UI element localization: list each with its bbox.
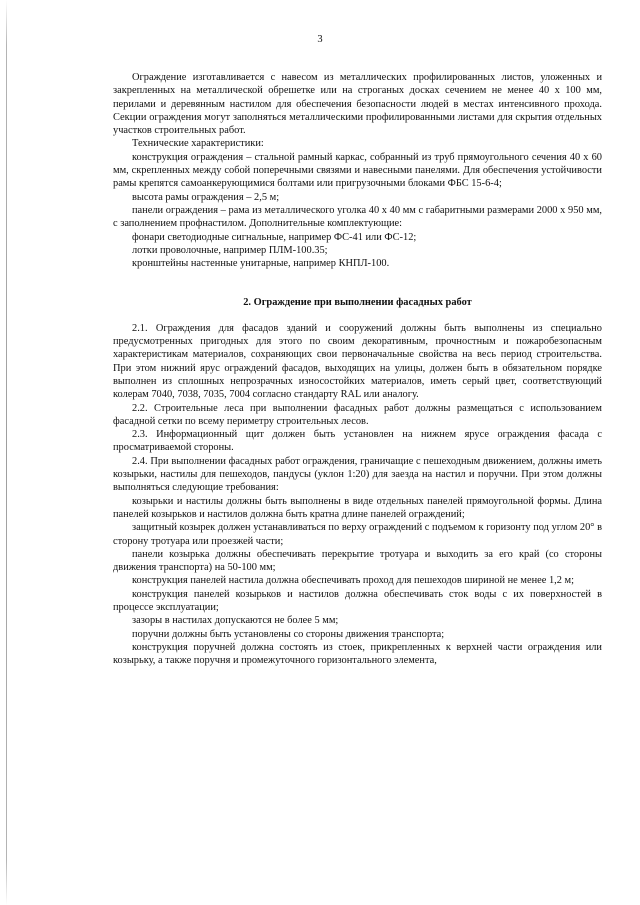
page-binding-edge: [6, 0, 7, 905]
clause-2-3: 2.3. Информационный щит должен быть установлен на нижнем ярусе ограждения фасада с просматриваемой стороны.: [113, 429, 602, 454]
requirement-handrail-construction: конструкция поручней должна состоять из стоек, прикрепленных к верхней части ограждения или козырьку, а также поручня и промежуточного горизонтального элемента,: [113, 641, 602, 667]
section-title: 2. Ограждение при выполнении фасадных работ: [243, 297, 472, 309]
spec-item-construction: конструкция ограждения – стальной рамный каркас, собранный из труб прямоугольного сечения 40 x 60 мм, скрепленных между собой поперечными связями и навесными панелями. Для обеспечения устойчивости рамы крепятся самоанкерующимися болтами или пригрузочными блоками ФБС 15-6-4;: [113, 151, 602, 190]
tech-specs-heading: Технические характеристики:: [132, 138, 264, 150]
intro-paragraph: Ограждение изготавливается с навесом из металлических профилированных листов, уложенных и закрепленных на металлической обрешетке или на строганых досках сечением не менее 40 x 100 мм, перилами и деревянным настилом для обеспечения безопасности людей в местах интенсивного прохода. Секции ограждения могут заполняться металлическими профилированными листами для скрытия отдельных участков строительных работ.: [113, 72, 602, 137]
spec-item-panels: панели ограждения – рама из металлического уголка 40 x 40 мм с габаритными размерами 2000 x 950 мм, с заполнением профнастилом. Дополнительные комплектующие:: [113, 204, 602, 230]
clause-2-1: 2.1. Ограждения для фасадов зданий и сооружений должны быть выполнены из специально предусмотренных пригодных для этого по своим декоративным, прочностным и пожаробезопасным характеристикам материалов, сохраняющих свои первоначальные свойства на весь период строительства. При этом нижний ярус ограждений фасадов, выходящих на улицы, должен быть в обязательном порядке выполнен из сплошных непрозрачных износостойких материалов, иметь серый цвет, соответствующий колерам 7040, 7038, 7035, 7004 согласно стандарту RAL или аналогу.: [113, 322, 602, 401]
spec-item-lights: фонари светодиодные сигнальные, например ФС-41 или ФС-12;: [132, 231, 417, 243]
requirement-walkway-width: конструкция панелей настила должна обеспечивать проход для пешеходов шириной не менее 1,2 м;: [132, 575, 574, 587]
page-number: 3: [317, 34, 323, 45]
requirement-panels-shape: козырьки и настилы должны быть выполнены в виде отдельных панелей прямоугольной формы. Длина панелей козырьков и настилов должна быть кратна длине панелей ограждений;: [113, 495, 602, 520]
clause-2-2: 2.2. Строительные леса при выполнении фасадных работ должны размещаться с использованием фасадной сетки по всему периметру строительных лесов.: [113, 402, 602, 427]
spec-item-brackets: кронштейны настенные унитарные, например КНПЛ-100.: [132, 258, 390, 270]
requirement-water-drain: конструкция панелей козырьков и настилов должна обеспечивать сток воды с их поверхностей в процессе эксплуатации;: [113, 588, 602, 613]
clause-2-4: 2.4. При выполнении фасадных работ ограждения, граничащие с пешеходным движением, должны иметь козырьки, настилы для пешеходов, пандусы (уклон 1:20) для заезда на настил и поручни. При этом должны выполняться следующие требования:: [113, 455, 602, 494]
requirement-handrail-side: поручни должны быть установлены со стороны движения транспорта;: [132, 628, 445, 640]
requirement-canopy-overhang: панели козырька должны обеспечивать перекрытие тротуара и выходить за его край (со стороны движения транспорта) на 50-100 мм;: [113, 548, 602, 574]
requirement-canopy-angle: защитный козырек должен устанавливаться по верху ограждений с подъемом к горизонту под углом 20° в сторону тротуара или проезжей части;: [113, 522, 602, 547]
spec-item-frame-height: высота рамы ограждения – 2,5 м;: [132, 191, 280, 203]
requirement-gaps: зазоры в настилах допускаются не более 5 мм;: [132, 615, 339, 627]
spec-item-trays: лотки проволочные, например ПЛМ-100.35;: [132, 244, 328, 256]
document-body: [113, 71, 602, 667]
